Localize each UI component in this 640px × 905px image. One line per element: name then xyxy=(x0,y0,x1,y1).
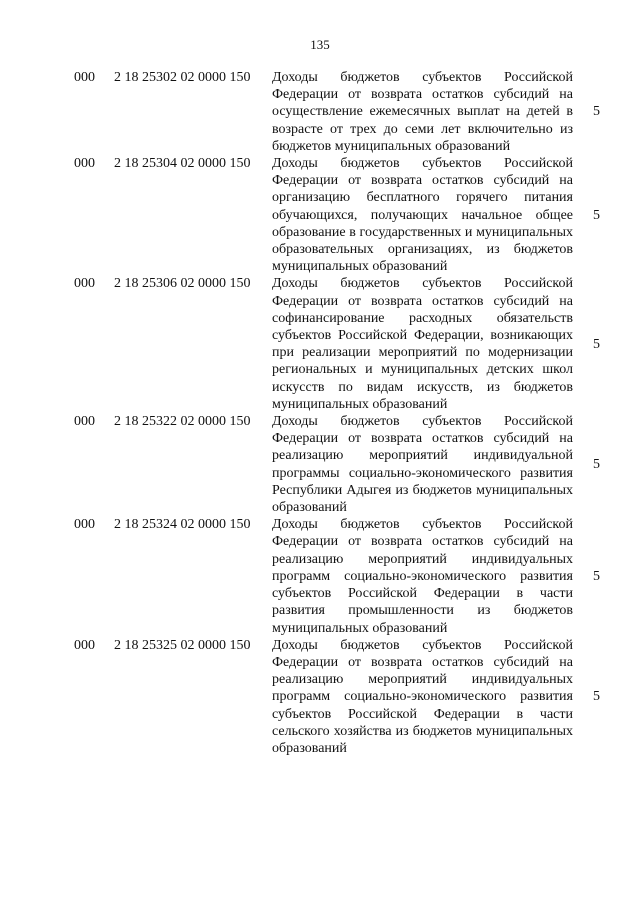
revenue-description: Доходы бюджетов субъектов Российской Федерации от возврата остатков субсидий на осуществление ежемесячных выплат на детей в возрасте от трех до семи лет включительно из бюджетов муниципальных образований xyxy=(272,70,573,154)
budget-classification-code: 2 18 25322 02 0000 150 xyxy=(114,414,251,430)
table-row xyxy=(0,516,640,636)
page-number: 135 xyxy=(310,37,330,52)
norm-value: 5 xyxy=(593,336,600,352)
administrator-code: 000 xyxy=(74,156,95,172)
norm-value: 5 xyxy=(593,689,600,705)
distribution-norm xyxy=(573,413,640,516)
distribution-norm xyxy=(573,637,640,757)
table-row xyxy=(0,155,640,275)
table-row xyxy=(0,275,640,413)
administrator-code: 000 xyxy=(74,70,95,85)
administrator-code: 000 xyxy=(74,517,95,533)
revenue-description: Доходы бюджетов субъектов Российской Федерации от возврата остатков субсидий на организацию бесплатного горячего питания обучающихся, получающих начальное общее образование в государственных и муниципальных образовательных организациях, из бюджетов муниципальных образований xyxy=(272,156,573,275)
distribution-norm xyxy=(573,275,640,413)
budget-classification-code: 2 18 25325 02 0000 150 xyxy=(114,637,251,653)
budget-classification-code: 2 18 25302 02 0000 150 xyxy=(114,70,251,85)
distribution-norm xyxy=(573,155,640,275)
distribution-norm xyxy=(573,516,640,636)
norm-value: 5 xyxy=(593,568,600,584)
norm-value: 5 xyxy=(593,207,600,223)
revenue-description: Доходы бюджетов субъектов Российской Федерации от возврата остатков субсидий на реализацию мероприятий индивидуальных программ социально-экономического развития субъектов Российской Федерации в части сельского хозяйства из бюджетов муниципальных образований xyxy=(272,637,573,756)
revenue-description: Доходы бюджетов субъектов Российской Федерации от возврата остатков субсидий на реализацию мероприятий индивидуальных программ социально-экономического развития субъектов Российской Федерации в части развития промышленности из бюджетов муниципальных образований xyxy=(272,517,573,636)
revenue-codes-table xyxy=(0,69,640,757)
administrator-code: 000 xyxy=(74,637,95,653)
revenue-description: Доходы бюджетов субъектов Российской Федерации от возврата остатков субсидий на реализацию мероприятий индивидуальной программы социально-экономического развития Республики Адыгея из бюджетов муниципальных образований xyxy=(272,414,573,516)
revenue-description: Доходы бюджетов субъектов Российской Федерации от возврата остатков субсидий на софинансирование расходных обязательств субъектов Российской Федерации, возникающих при реализации мероприятий по модернизации региональных и муниципальных детских школ искусств по видам искусств, из бюджетов муниципальных образований xyxy=(272,276,573,412)
table-row xyxy=(0,413,640,516)
budget-classification-code: 2 18 25306 02 0000 150 xyxy=(114,276,251,292)
administrator-code: 000 xyxy=(74,276,95,292)
table-row xyxy=(0,69,640,155)
table-row xyxy=(0,637,640,757)
norm-value: 5 xyxy=(593,104,600,120)
distribution-norm xyxy=(573,69,640,155)
budget-classification-code: 2 18 25324 02 0000 150 xyxy=(114,517,251,533)
administrator-code: 000 xyxy=(74,414,95,430)
budget-classification-code: 2 18 25304 02 0000 150 xyxy=(114,156,251,172)
norm-value: 5 xyxy=(593,457,600,473)
